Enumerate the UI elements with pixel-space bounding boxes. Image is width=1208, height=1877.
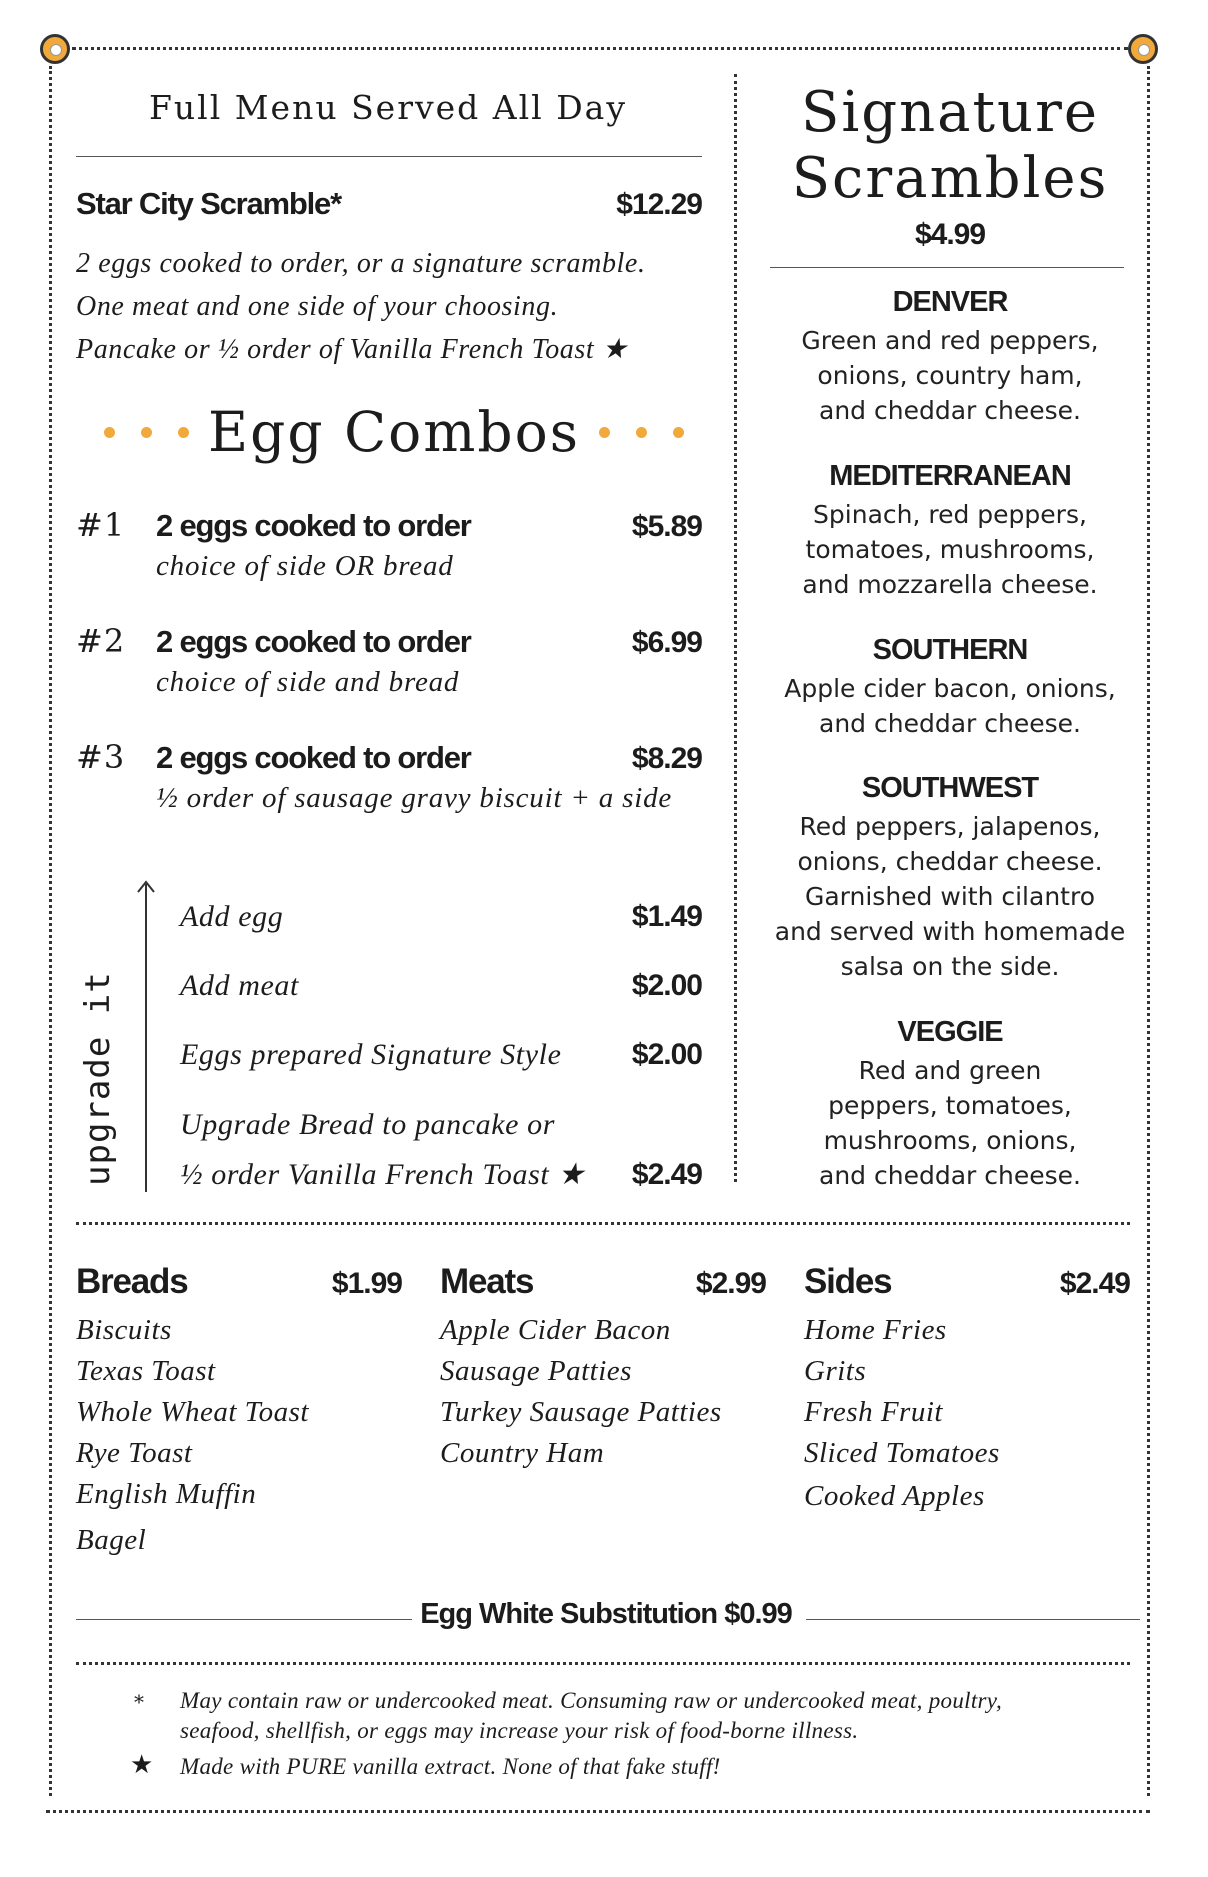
- list-item: Apple Cider Bacon: [440, 1314, 671, 1346]
- combo-number: #1: [76, 506, 126, 544]
- footnote-line: May contain raw or undercooked meat. Consuming raw or undercooked meat, poultry,: [180, 1688, 1003, 1713]
- top-dotted-border: [72, 47, 1128, 50]
- sides-price: $2.49: [1059, 1267, 1130, 1300]
- signature-title-line: Signature: [800, 80, 1100, 145]
- upgrade-name: ½ order Vanilla French Toast ★: [180, 1158, 585, 1191]
- scramble-item: [760, 460, 1140, 602]
- list-item: Fresh Fruit: [804, 1396, 943, 1428]
- breads-title: Breads: [76, 1262, 188, 1301]
- egg-combos-heading: [64, 400, 724, 464]
- upgrade-name: Upgrade Bread to pancake or: [180, 1108, 556, 1141]
- signature-rule: [770, 267, 1124, 268]
- list-item: Whole Wheat Toast: [76, 1396, 309, 1428]
- scramble-desc-line: onions, country ham,: [817, 361, 1083, 390]
- combo-title: 2 eggs cooked to order: [156, 740, 471, 775]
- scramble-desc-line: and cheddar cheese.: [819, 709, 1081, 738]
- scramble-name: SOUTHERN: [872, 634, 1028, 666]
- combo-price: $8.29: [631, 742, 702, 775]
- breads-price: $1.99: [331, 1267, 402, 1300]
- served-all-day-note: Full Menu Served All Day: [149, 88, 627, 127]
- scramble-desc-line: peppers, tomatoes,: [828, 1091, 1072, 1120]
- scramble-name: VEGGIE: [897, 1016, 1003, 1048]
- footnote-divider: [76, 1662, 1130, 1665]
- scramble-desc-line: tomatoes, mushrooms,: [805, 535, 1095, 564]
- list-item: Cooked Apples: [804, 1480, 985, 1512]
- upgrade-row: [180, 1157, 702, 1192]
- left-dotted-border: [49, 66, 52, 1796]
- accent-dot: [673, 427, 684, 438]
- star-city-description: [76, 242, 726, 371]
- right-dotted-border: [1147, 66, 1150, 1796]
- scramble-desc-line: Green and red peppers,: [801, 326, 1099, 355]
- list-item: Sliced Tomatoes: [804, 1437, 1000, 1469]
- scramble-desc-line: and served with homemade: [774, 917, 1126, 946]
- scramble-desc-line: and mozzarella cheese.: [802, 570, 1098, 599]
- list-item: Biscuits: [76, 1314, 172, 1346]
- combo-title: 2 eggs cooked to order: [156, 508, 471, 543]
- accent-dot: [599, 427, 610, 438]
- upgrade-price: $2.49: [631, 1158, 702, 1191]
- combo-price: $5.89: [631, 510, 702, 543]
- signature-scrambles-title: [752, 80, 1148, 212]
- asterisk-symbol: *: [134, 1690, 144, 1714]
- scramble-desc-line: and cheddar cheese.: [819, 396, 1081, 425]
- upgrade-price: $2.00: [631, 969, 702, 1002]
- top-left-pin-icon: [40, 34, 70, 64]
- scramble-name: DENVER: [892, 286, 1008, 318]
- star-city-line: Pancake or ½ order of Vanilla French Toast ★: [76, 334, 628, 365]
- upgrade-price: $2.00: [631, 1038, 702, 1071]
- combo-price: $6.99: [631, 626, 702, 659]
- signature-title-line: Scrambles: [791, 146, 1109, 211]
- scramble-desc-line: Red peppers, jalapenos,: [799, 812, 1101, 841]
- list-item: Texas Toast: [76, 1355, 216, 1387]
- list-item: English Muffin: [76, 1478, 257, 1510]
- scramble-item: [760, 286, 1140, 428]
- signature-scrambles-price: $4.99: [914, 218, 986, 251]
- bottom-dotted-border: [46, 1810, 1150, 1813]
- list-item: Country Ham: [440, 1437, 605, 1469]
- scramble-item: [760, 772, 1140, 984]
- list-item: Turkey Sausage Patties: [440, 1396, 722, 1428]
- star-city-line: One meat and one side of your choosing.: [76, 291, 559, 322]
- section-divider: [76, 1222, 1130, 1225]
- egg-white-rule-left: [76, 1619, 412, 1620]
- list-item: Sausage Patties: [440, 1355, 632, 1387]
- accent-dot: [141, 427, 152, 438]
- combo-item: [76, 622, 702, 699]
- upgrade-name: Eggs prepared Signature Style: [180, 1038, 562, 1071]
- list-item: Rye Toast: [76, 1437, 193, 1469]
- upgrade-row: [180, 900, 702, 934]
- scramble-desc-line: salsa on the side.: [840, 952, 1060, 981]
- scramble-desc-line: Spinach, red peppers,: [813, 500, 1087, 529]
- header-rule: [76, 156, 702, 157]
- scramble-desc-line: Red and green: [858, 1056, 1042, 1085]
- upgrade-row: [180, 1038, 702, 1072]
- sides-list: [804, 1262, 1130, 1517]
- combo-description: choice of side and bread: [156, 666, 460, 698]
- upgrade-name: Add meat: [180, 969, 299, 1002]
- asterisk-footnote: [180, 1686, 1002, 1746]
- meats-list: [440, 1262, 766, 1474]
- scramble-name: MEDITERRANEAN: [829, 460, 1071, 492]
- combo-description: choice of side OR bread: [156, 550, 454, 582]
- egg-white-substitution: Egg White Substitution $0.99: [420, 1598, 792, 1630]
- accent-dot: [636, 427, 647, 438]
- upgrade-it-label: upgrade it: [78, 971, 118, 1186]
- combo-item: [76, 738, 702, 815]
- top-right-pin-icon: [1128, 34, 1158, 64]
- upgrade-price: $1.49: [631, 900, 702, 933]
- upgrade-arrow-icon: [134, 878, 158, 1194]
- accent-dot: [178, 427, 189, 438]
- star-city-price: $12.29: [616, 188, 702, 221]
- upgrade-row: [180, 969, 702, 1003]
- meats-price: $2.99: [695, 1267, 766, 1300]
- meats-title: Meats: [440, 1262, 534, 1301]
- scramble-name: SOUTHWEST: [861, 772, 1039, 804]
- scramble-item: [760, 634, 1140, 741]
- combo-title: 2 eggs cooked to order: [156, 624, 471, 659]
- combo-description: ½ order of sausage gravy biscuit + a side: [156, 782, 673, 814]
- star-footnote: Made with PURE vanilla extract. None of that fake stuff!: [180, 1754, 721, 1779]
- scramble-desc-line: mushrooms, onions,: [823, 1126, 1077, 1155]
- footnote-line: seafood, shellfish, or eggs may increase your risk of food-borne illness.: [180, 1718, 859, 1743]
- egg-combos-title: Egg Combos: [208, 400, 580, 464]
- star-city-title: Star City Scramble*: [76, 186, 341, 221]
- column-divider: [734, 74, 737, 1182]
- list-item: Home Fries: [804, 1314, 947, 1346]
- accent-dot: [104, 427, 115, 438]
- combo-number: #2: [76, 622, 126, 660]
- upgrade-name: Add egg: [180, 900, 284, 933]
- egg-white-rule-right: [806, 1619, 1140, 1620]
- combo-number: #3: [76, 738, 126, 776]
- star-city-line: 2 eggs cooked to order, or a signature scramble.: [76, 248, 646, 279]
- scramble-desc-line: and cheddar cheese.: [819, 1161, 1081, 1190]
- breads-list: [76, 1262, 402, 1561]
- scramble-item: [760, 1016, 1140, 1193]
- scramble-desc-line: onions, cheddar cheese.: [797, 847, 1103, 876]
- list-item: Bagel: [76, 1524, 147, 1556]
- scramble-desc-line: Apple cider bacon, onions,: [784, 674, 1116, 703]
- combo-item: [76, 506, 702, 583]
- list-item: Grits: [804, 1355, 867, 1387]
- sides-title: Sides: [804, 1262, 892, 1301]
- star-city-row: [76, 186, 702, 222]
- star-icon: ★: [130, 1750, 154, 1780]
- scramble-desc-line: Garnished with cilantro: [804, 882, 1095, 911]
